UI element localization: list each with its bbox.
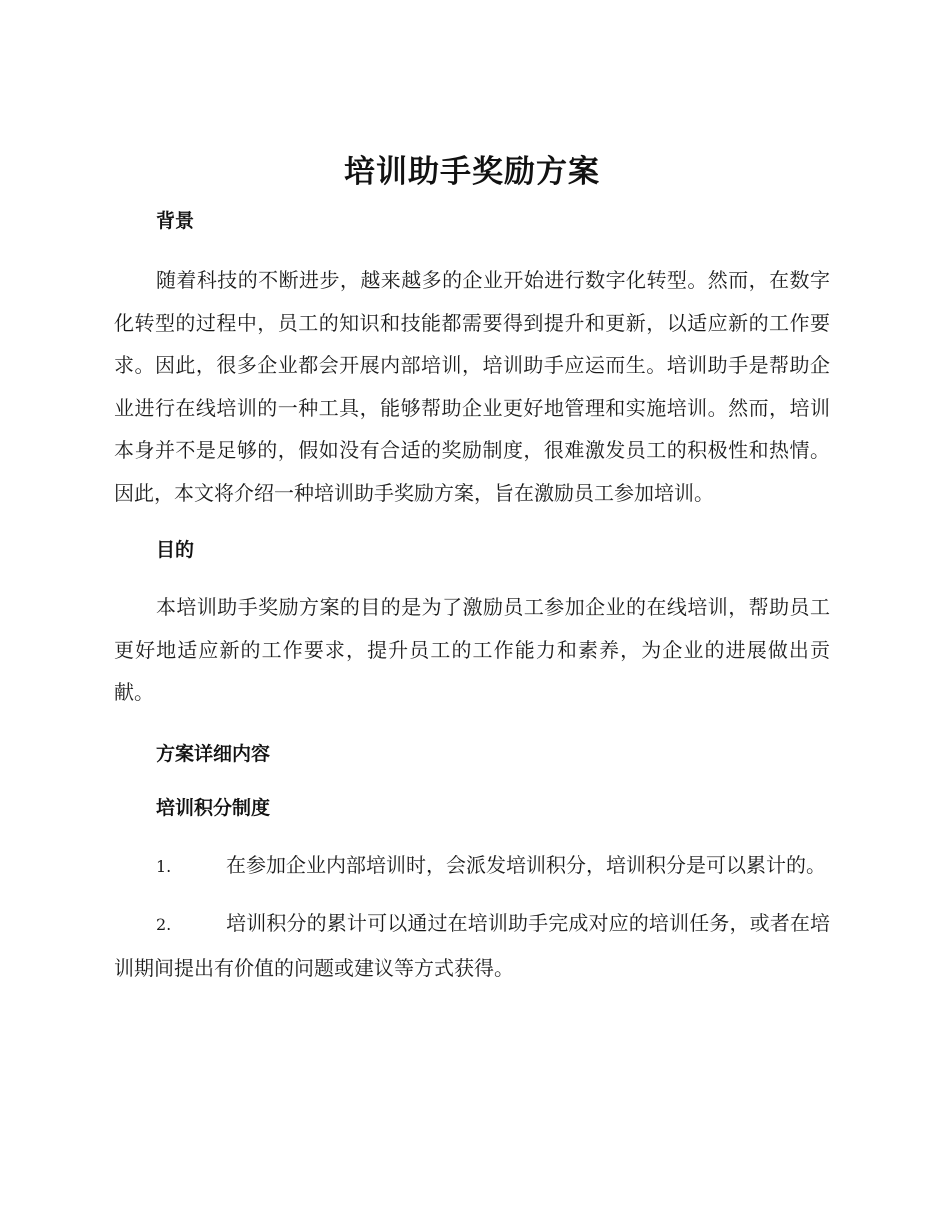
document-title: 培训助手奖励方案 [344, 154, 600, 190]
list-item-text: 培训积分的累计可以通过在培训助手完成对应的培训任务，或者在培训期间提出有价值的问题或建议等方式获得。 [114, 911, 830, 980]
list-item-text: 在参加企业内部培训时，会派发培训积分，培训积分是可以累计的。 [226, 852, 826, 877]
section-heading-background: 背景 [156, 210, 195, 232]
list-item-number: 1. [156, 856, 172, 876]
section-heading-points-system: 培训积分制度 [156, 796, 271, 819]
paragraph-purpose: 本培训助手奖励方案的目的是为了激励员工参加企业的在线培训，帮助员工更好地适应新的工作要求，提升员工的工作能力和素养，为企业的进展做出贡献。 [114, 595, 830, 704]
paragraph-background: 随着科技的不断进步，越来越多的企业开始进行数字化转型。然而，在数字化转型的过程中，员工的知识和技能都需要得到提升和更新，以适应新的工作要求。因此，很多企业都会开展内部培训，培训助手应运而生。培训助手是帮助企业进行在线培训的一种工具，能够帮助企业更好地管理和实施培训。然而，培训本身并不是足够的，假如没有合适的奖励制度，很难激发员工的积极性和热情。因此，本文将介绍一种培训助手奖励方案，旨在激励员工参加培训。 [114, 268, 830, 505]
list-item-1 [114, 844, 830, 889]
section-heading-purpose: 目的 [156, 539, 195, 561]
list-item-2 [114, 902, 830, 989]
document-page [114, 148, 830, 989]
list-item-number: 2. [156, 915, 172, 934]
section-heading-details: 方案详细内容 [156, 742, 271, 765]
